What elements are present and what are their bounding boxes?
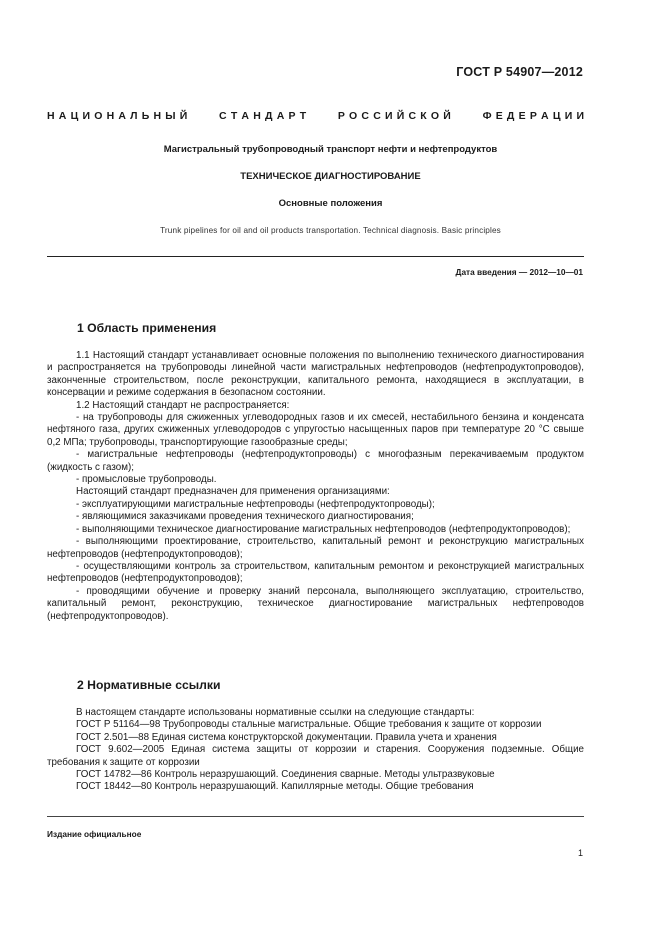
title-rule xyxy=(47,256,584,257)
banner-word: Р О С С И Й С К О Й xyxy=(337,110,451,122)
document-subtitle-2: Основные положения xyxy=(278,198,383,209)
official-edition-label: Издание официальное xyxy=(47,829,142,839)
document-subtitle: ТЕХНИЧЕСКОЕ ДИАГНОСТИРОВАНИЕ xyxy=(240,171,421,182)
paragraph: - осуществляющими контроль за строительством, капитальным ремонтом и реконструкцией магистральных нефтепроводов (нефтепродуктопроводов); xyxy=(47,560,584,585)
paragraph: - на трубопроводы для сжиженных углеводородных газов и их смесей, нестабильного бензина и конденсата нефтяного газа, других сжиженных углеводородов с упругостью насыщенных паров при температуре 20 °С свыше 0,2 МПа; трубопроводы, транспортирующие газообразные среды; xyxy=(47,412,584,448)
paragraph: - промысловые трубопроводы. xyxy=(76,474,217,486)
banner-word: С Т А Н Д А Р Т xyxy=(219,110,307,122)
national-standard-banner xyxy=(47,110,584,122)
paragraph: Настоящий стандарт предназначен для применения организациями: xyxy=(76,486,390,498)
reference-item: ГОСТ 9.602—2005 Единая система защиты от коррозии и старения. Сооружения подземные. Общие требования к защите от коррозии xyxy=(47,744,584,768)
section-body-scope xyxy=(47,350,584,623)
paragraph: В настоящем стандарте использованы нормативные ссылки на следующие стандарты: xyxy=(76,707,475,718)
document-title: Магистральный трубопроводный транспорт нефти и нефтепродуктов xyxy=(163,144,498,155)
paragraph: - эксплуатирующими магистральные нефтепроводы (нефтепродуктопроводы); xyxy=(76,498,435,510)
paragraph: - проводящими обучение и проверку знаний персонала, выполняющего эксплуатацию, строительство, капитальный ремонт, реконструкцию, техническое диагностирование магистральных нефтепроводов (нефтепродуктопроводов). xyxy=(47,585,584,622)
paragraph: - выполняющими техническое диагностирование магистральных нефтепроводов (нефтепродуктопроводов); xyxy=(76,523,571,535)
banner-word: Н А Ц И О Н А Л Ь Н Ы Й xyxy=(47,110,188,122)
paragraph: - выполняющими проектирование, строительство, капитальный ремонт и реконструкцию магистральных нефтепроводов (нефтепродуктопроводов); xyxy=(47,536,584,560)
section-heading-scope: 1 Область применения xyxy=(77,321,217,335)
reference-item: ГОСТ 18442—80 Контроль неразрушающий. Капиллярные методы. Общие требования xyxy=(76,781,474,793)
paragraph: - магистральные нефтепроводы (нефтепродуктопроводы) с многофазным перекачиваемым продуктом (жидкость с газом); xyxy=(47,449,584,473)
reference-item: ГОСТ Р 51164—98 Трубопроводы стальные магистральные. Общие требования к защите от коррозии xyxy=(76,719,542,731)
reference-item: ГОСТ 14782—86 Контроль неразрушающий. Соединения сварные. Методы ультразвуковые xyxy=(76,769,495,781)
gost-number: ГОСТ Р 54907—2012 xyxy=(456,65,583,79)
paragraph: 1.1 Настоящий стандарт устанавливает основные положения по выполнению технического диагностирования и распространяется на трубопроводы линейной части магистральных нефтепроводов (нефтепродуктопроводов), законченные строительством, после реконструкции, капитального ремонта, находящиеся в эксплуатации, в консервации и режиме содержания в безопасном состоянии. xyxy=(47,350,584,399)
paragraph: - являющимися заказчиками проведения технического диагностирования; xyxy=(76,511,414,523)
footer-rule xyxy=(47,816,584,817)
paragraph: 1.2 Настоящий стандарт не распространяется: xyxy=(76,399,290,411)
english-title: Trunk pipelines for oil and oil products transportation. Technical diagnosis. Basic principles xyxy=(160,226,501,235)
banner-word: Ф Е Д Е Р А Ц И И xyxy=(482,110,584,122)
page-number: 1 xyxy=(577,848,583,858)
section-heading-references: 2 Нормативные ссылки xyxy=(77,678,221,692)
introduction-date: Дата введения — 2012—10—01 xyxy=(455,267,583,277)
section-body-references xyxy=(47,707,584,794)
reference-item: ГОСТ 2.501—88 Единая система конструкторской документации. Правила учета и хранения xyxy=(76,731,497,743)
